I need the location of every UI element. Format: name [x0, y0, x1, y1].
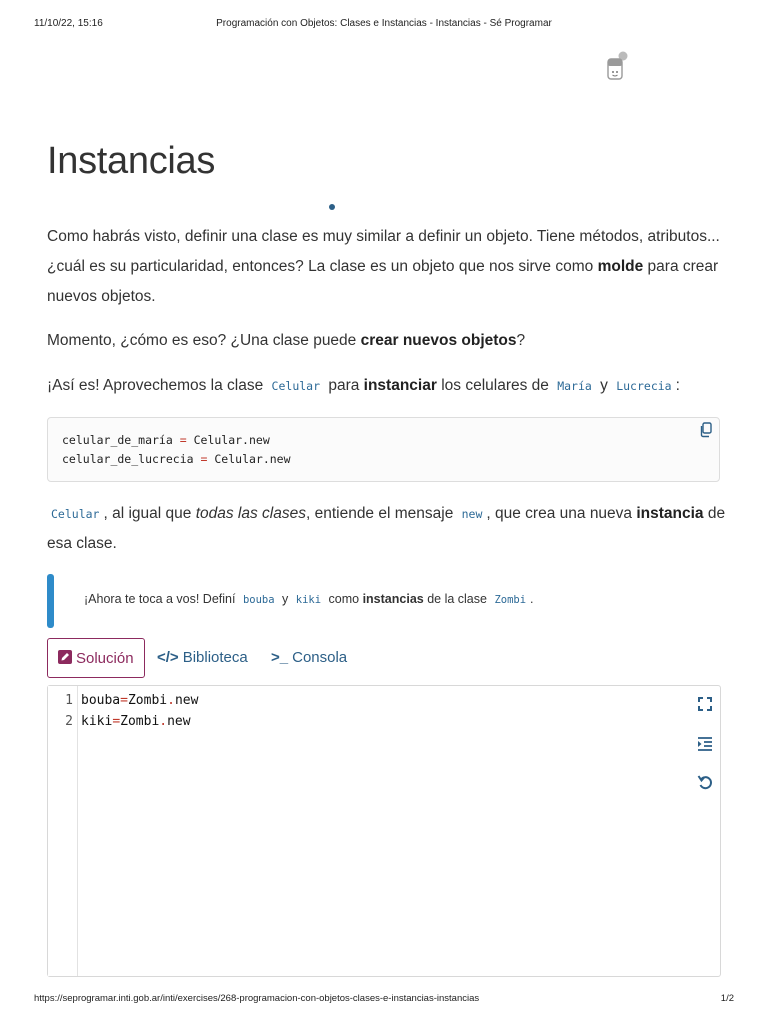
- code-example: celular_de_maría = Celular.new celular_de_lucrecia = Celular.new: [62, 433, 291, 466]
- code-line[interactable]: bouba=Zombi.new: [81, 693, 199, 708]
- callout-text: ¡Ahora te toca a vos! Definí bouba y kiki como instancias de la clase Zombi .: [84, 592, 534, 606]
- tab-solucion[interactable]: Solución: [47, 638, 145, 678]
- line-gutter: [48, 686, 78, 976]
- inline-code-lucrecia: Lucrecia: [616, 379, 672, 393]
- tab-biblioteca[interactable]: </> Biblioteca: [157, 649, 248, 666]
- line-number: 1: [65, 693, 73, 708]
- callout-bar: [47, 574, 54, 628]
- inline-code-bouba: bouba: [242, 594, 275, 606]
- reset-icon[interactable]: [696, 773, 714, 791]
- robot-icon: [604, 50, 630, 82]
- footer-url: https://seprogramar.inti.gob.ar/inti/exercises/268-programacion-con-objetos-clases-e-instancias-instancias: [34, 993, 480, 1004]
- progress-dot: [329, 204, 335, 210]
- code-editor[interactable]: [47, 685, 721, 977]
- code-line[interactable]: kiki=Zombi.new: [81, 714, 191, 729]
- exercise-callout: [47, 574, 727, 628]
- indent-icon[interactable]: [696, 735, 714, 753]
- tab-consola[interactable]: >_ Consola: [271, 649, 348, 666]
- fullscreen-icon[interactable]: [696, 695, 714, 713]
- inline-code-zombi: Zombi: [494, 594, 527, 606]
- paragraph-instantiate: ¡Así es! Aprovechemos la clase Celular para instanciar los celulares de María y Lucrecia :: [47, 377, 680, 394]
- inline-code-new: new: [461, 507, 483, 521]
- print-date: 11/10/22, 15:16: [34, 18, 103, 29]
- page-title: Instancias: [47, 140, 216, 182]
- code-example-block: [47, 417, 720, 482]
- copy-icon[interactable]: [699, 422, 713, 438]
- paragraph-question: Momento, ¿cómo es eso? ¿Una clase puede crear nuevos objetos?: [47, 332, 526, 349]
- inline-code-celular: Celular: [271, 379, 321, 393]
- print-title: Programación con Objetos: Clases e Instancias - Instancias - Sé Programar: [216, 18, 552, 29]
- footer-page-number: 1/2: [720, 993, 734, 1004]
- terminal-icon: >_: [271, 649, 289, 666]
- code-icon: </>: [157, 649, 179, 666]
- line-number: 2: [65, 714, 73, 729]
- inline-code-kiki: kiki: [295, 594, 322, 606]
- edit-icon: [58, 650, 72, 664]
- paragraph-new-message: Celular , al igual que todas las clases, entiende el mensaje new , que crea una nueva instancia de esa clase.: [47, 505, 726, 552]
- paragraph-intro: Como habrás visto, definir una clase es muy similar a definir un objeto. Tiene métodos, atributos... ¿cuál es su particularidad, entonces? La clase es un objeto que nos sirve como molde para crear nuevos objetos.: [47, 228, 720, 305]
- inline-code-maria: María: [557, 379, 592, 393]
- inline-code-celular-2: Celular: [51, 507, 100, 521]
